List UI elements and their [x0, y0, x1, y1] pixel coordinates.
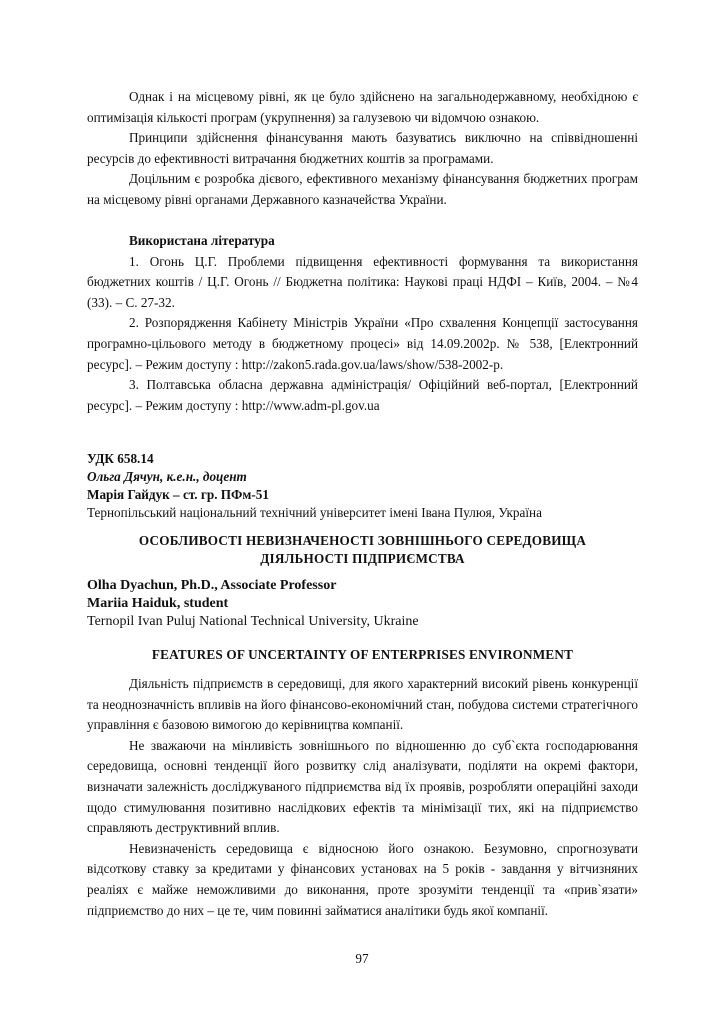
references-heading: Використана література — [129, 233, 275, 248]
paragraph: Діяльність підприємств в середовищі, для якого характерний високий рівень конкуренції та неоднозначність впливів на його фінансово-економічний стан, побудова системи стратегічного управління є базовою вимогою до керівництва компанії. — [87, 676, 638, 733]
title-ua-line: ОСОБЛИВОСТІ НЕВИЗНАЧЕНОСТІ ЗОВНІШНЬОГО СЕРЕДОВИЩА — [138, 533, 587, 548]
affiliation-ua: Тернопільський національний технічний університет імені Івана Пулюя, Україна — [87, 505, 542, 520]
affiliation-en: Ternopil Ivan Puluj National Technical University, Ukraine — [87, 614, 419, 629]
paragraph: Невизначеність середовища є відносною його ознакою. Безумовно, спрогнозувати відсоткову ставку за кредитами у фінансових установах на 5 років - завдання у вітчизняних реаліях є майже неможливими до виконання, проте зрозуміти тенденції та «прив`язати» підприємство до них – це те, чим повинні займатися аналітики будь якої компанії. — [87, 840, 638, 918]
title-en: FEATURES OF UNCERTAINTY OF ENTERPRISES ENVIRONMENT — [151, 647, 574, 662]
body-paragraphs — [87, 674, 638, 921]
paragraph: Не зважаючи на мінливість зовнішнього по відношенню до суб`єкта господарювання середовища, основні тенденції його розвитку слід аналізувати, поділяти на окремі фактори, визначати залежність досліджуваного підприємства від їх проявів, розробляти операційні заходи щодо стимулювання позитивно наслідкових ефектів та мінімізації тих, які на підприємство справляють деструктивний вплив. — [87, 737, 638, 836]
udk-code: УДК 658.14 — [87, 451, 154, 466]
author-ua: Ольга Дячун, к.е.н., доцент — [87, 469, 247, 484]
references-section — [87, 231, 638, 416]
article-title-en — [87, 646, 638, 664]
article-title-ua — [87, 532, 638, 568]
page-number: 97 — [355, 951, 369, 966]
paragraph: Принципи здійснення фінансування мають базуватись виключно на співвідношенні ресурсів до ефективності витрачання бюджетних коштів за програмами. — [87, 130, 638, 166]
title-ua-line: ДІЯЛЬНОСТІ ПІДПРИЄМСТВА — [260, 551, 465, 566]
top-paragraphs — [87, 87, 638, 211]
reference-item: 3. Полтавська обласна державна адміністрація/ Офіційний веб-портал, [Електронний ресурс]. – Режим доступу : http://www.adm-pl.gov.ua — [87, 377, 638, 413]
author-en: Mariia Haiduk, student — [87, 596, 229, 611]
paragraph: Доцільним є розробка дієвого, ефективного механізму фінансування бюджетних програм на місцевому рівні органами Державного казначейства України. — [87, 171, 638, 207]
article-header-en — [87, 577, 638, 631]
paragraph: Однак і на місцевому рівні, як це було здійснено на загальнодержавному, необхідною є оптимізація кількості програм (укрупнення) за галузевою чи відомчою ознакою. — [87, 89, 638, 125]
reference-item: 2. Розпорядження Кабінету Міністрів України «Про схвалення Концепції застосування програмно-цільового методу в бюджетному процесі» від 14.09.2002р. № 538, [Електронний ресурс]. – Режим доступу : http://zakon5.rada.gov.ua/laws/show/538-2002-р. — [87, 315, 638, 372]
reference-item: 1. Огонь Ц.Г. Проблеми підвищення ефективності формування та використання бюджетних коштів / Ц.Г. Огонь // Бюджетна політика: Наукові праці НДФІ – Київ, 2004. – №4 (33). – С. 27-32. — [87, 253, 638, 310]
author-en: Olha Dyachun, Ph.D., Associate Professor — [87, 578, 337, 593]
article-header-ua — [87, 450, 638, 522]
author-ua: Марія Гайдук – ст. гр. ПФм-51 — [87, 487, 269, 502]
